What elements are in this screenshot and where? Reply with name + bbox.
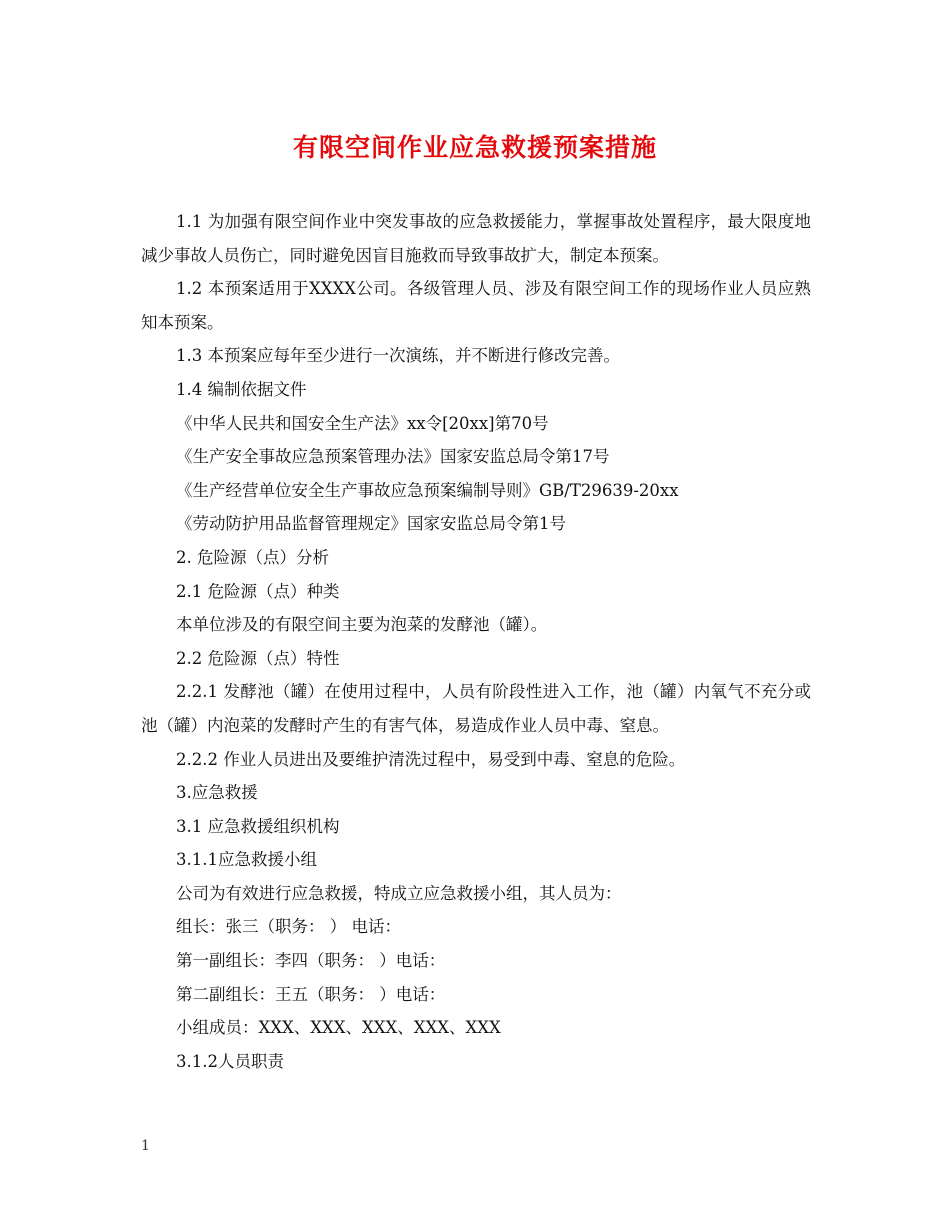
team-intro-text: 公司为有效进行应急救援，特成立应急救援小组，其人员为： [176, 883, 622, 903]
heading-3-1-1: 3.1.1应急救援小组 [176, 850, 317, 870]
paragraph-1-2: 1.2 本预案适用于XXXX公司。各级管理人员、涉及有限空间工作的现场作业人员应熟知本预案。 [141, 279, 811, 332]
team-members-line: 小组成员：XXX、XXX、XXX、XXX、XXX [176, 1018, 501, 1038]
heading-2-2: 2.2 危险源（点）特性 [176, 648, 340, 668]
first-deputy-line: 第一副组长：李四（职务： ）电话： [176, 951, 446, 971]
paragraph-1-1: 1.1 为加强有限空间作业中突发事故的应急救援能力，掌握事故处置程序，最大限度地减少事故人员伤亡，同时避免因盲目施救而导致事故扩大，制定本预案。 [141, 212, 811, 265]
document-title: 有限空间作业应急救援预案措施 [292, 133, 657, 162]
paragraph-2-2-1: 2.2.1 发酵池（罐）在使用过程中，人员有阶段性进入工作，池（罐）内氧气不充分或池（罐）内泡菜的发酵时产生的有害气体，易造成作业人员中毒、窒息。 [141, 682, 811, 735]
reference-guideline: 《生产经营单位安全生产事故应急预案编制导则》GB/T29639-20xx [176, 480, 679, 500]
reference-law: 《中华人民共和国安全生产法》xx令[20xx]第70号 [176, 413, 549, 433]
page-number: 1 [141, 1138, 150, 1154]
heading-3-1: 3.1 应急救援组织机构 [176, 816, 340, 836]
paragraph-2-2-2: 2.2.2 作业人员进出及要维护清洗过程中，易受到中毒、窒息的危险。 [176, 749, 686, 769]
second-deputy-line: 第二副组长：王五（职务： ）电话： [176, 984, 446, 1004]
hazard-scope-text: 本单位涉及的有限空间主要为泡菜的发酵池（罐）。 [176, 615, 548, 635]
heading-3: 3.应急救援 [176, 783, 258, 803]
team-leader-line: 组长：张三（职务： ） 电话： [176, 917, 401, 937]
heading-1-4: 1.4 编制依据文件 [176, 379, 307, 399]
paragraph-1-3: 1.3 本预案应每年至少进行一次演练，并不断进行修改完善。 [176, 346, 620, 366]
document-body [141, 205, 811, 1078]
reference-ppe-regulation: 《劳动防护用品监督管理规定》国家安监总局令第1号 [176, 514, 566, 534]
reference-measures: 《生产安全事故应急预案管理办法》国家安监总局令第17号 [176, 447, 610, 467]
heading-2: 2. 危险源（点）分析 [176, 547, 329, 567]
heading-2-1: 2.1 危险源（点）种类 [176, 581, 340, 601]
heading-3-1-2: 3.1.2人员职责 [176, 1051, 284, 1071]
